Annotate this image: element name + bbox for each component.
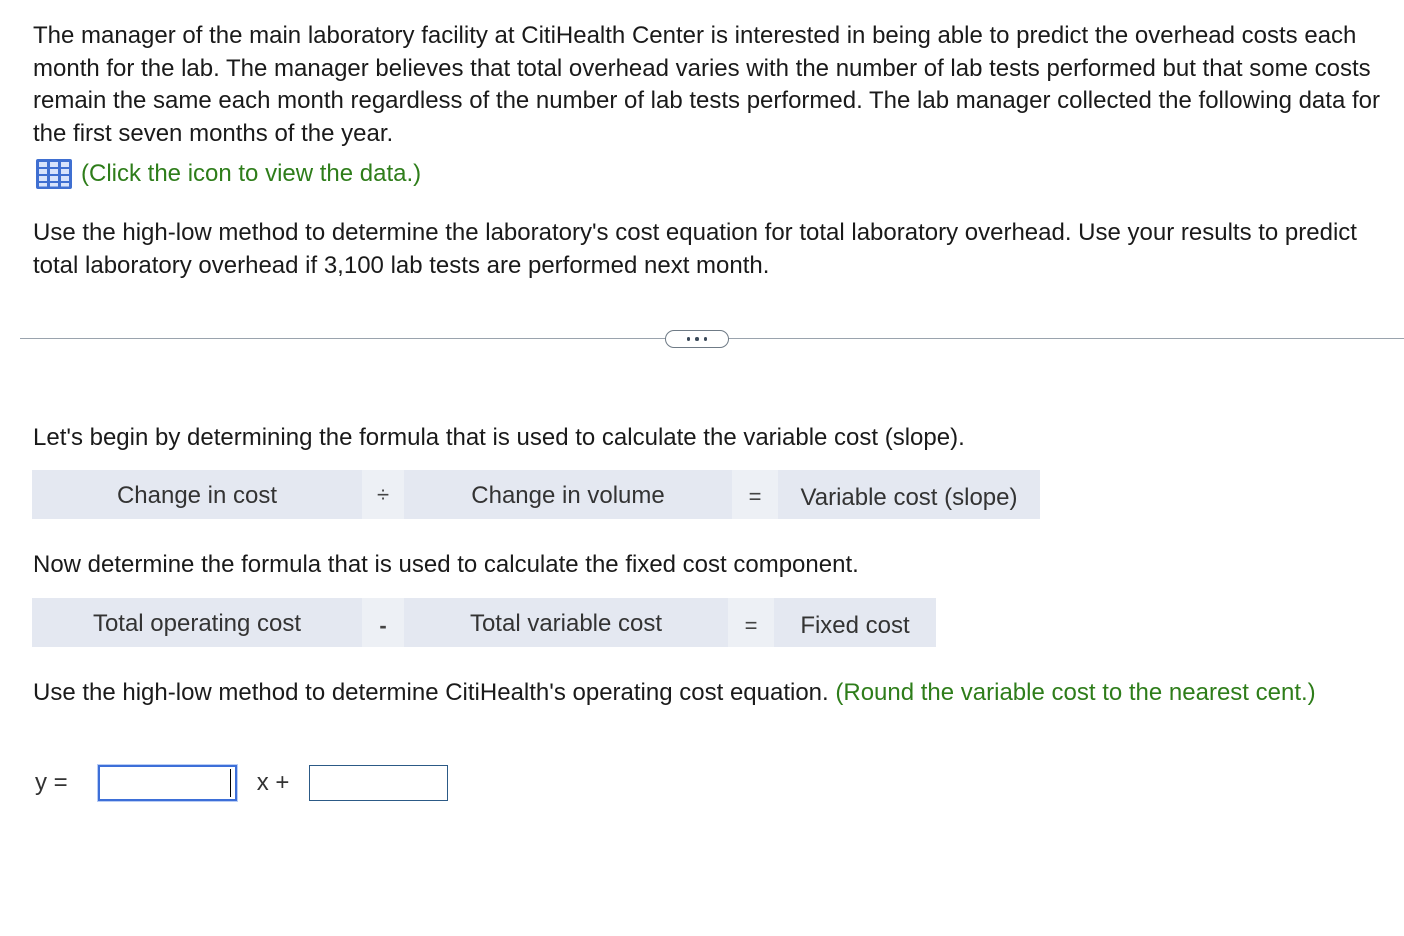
formula2-operator: -: [362, 598, 404, 647]
formula1-right: Change in volume: [404, 470, 732, 519]
expand-more-button[interactable]: [665, 330, 729, 348]
task-instructions: Use the high-low method to determine the laboratory's cost equation for total laboratory overhead. Use your results to predict total laboratory overhead if 3,100 lab tests are performed next month.: [33, 219, 1357, 279]
y-equals-label: y =: [35, 769, 68, 796]
formula2-result: Fixed cost: [774, 598, 936, 647]
formula1-result: Variable cost (slope): [778, 470, 1040, 519]
view-data-link[interactable]: [35, 157, 421, 191]
problem-intro: The manager of the main laboratory facility at CitiHealth Center is interested in being able to predict the overhead costs each month for the lab. The manager believes that total overhead varies with the number of lab tests performed but that some costs remain the same each month regardless of the number of lab tests performed. The lab manager collected the following data for the first seven months of the year.: [33, 22, 1380, 147]
x-plus-label: x +: [256, 769, 290, 796]
formula1-left: Change in cost: [32, 470, 362, 519]
variable-cost-input[interactable]: [98, 765, 237, 801]
fixed-cost-input[interactable]: [309, 765, 448, 801]
rounding-hint: (Round the variable cost to the nearest cent.): [835, 679, 1316, 706]
formula1-equals: =: [732, 470, 778, 519]
view-data-link-text[interactable]: (Click the icon to view the data.): [81, 160, 422, 187]
step3-instruction: Use the high-low method to determine CitiHealth's operating cost equation.: [33, 679, 829, 706]
step1-text: Let's begin by determining the formula that is used to calculate the variable cost (slope).: [33, 424, 965, 451]
formula2-right: Total variable cost: [404, 598, 728, 647]
step3-text: [33, 677, 1333, 710]
fixed-cost-formula: [32, 598, 936, 647]
formula2-left: Total operating cost: [32, 598, 362, 647]
formula1-operator: ÷: [362, 470, 404, 519]
text-caret: [230, 769, 232, 797]
formula2-equals: =: [728, 598, 774, 647]
data-table-icon[interactable]: [35, 158, 73, 190]
variable-cost-formula: [32, 470, 1040, 519]
step2-text: Now determine the formula that is used to calculate the fixed cost component.: [33, 551, 859, 578]
ellipsis-icon: [687, 337, 691, 341]
cost-equation-row: [35, 762, 448, 804]
